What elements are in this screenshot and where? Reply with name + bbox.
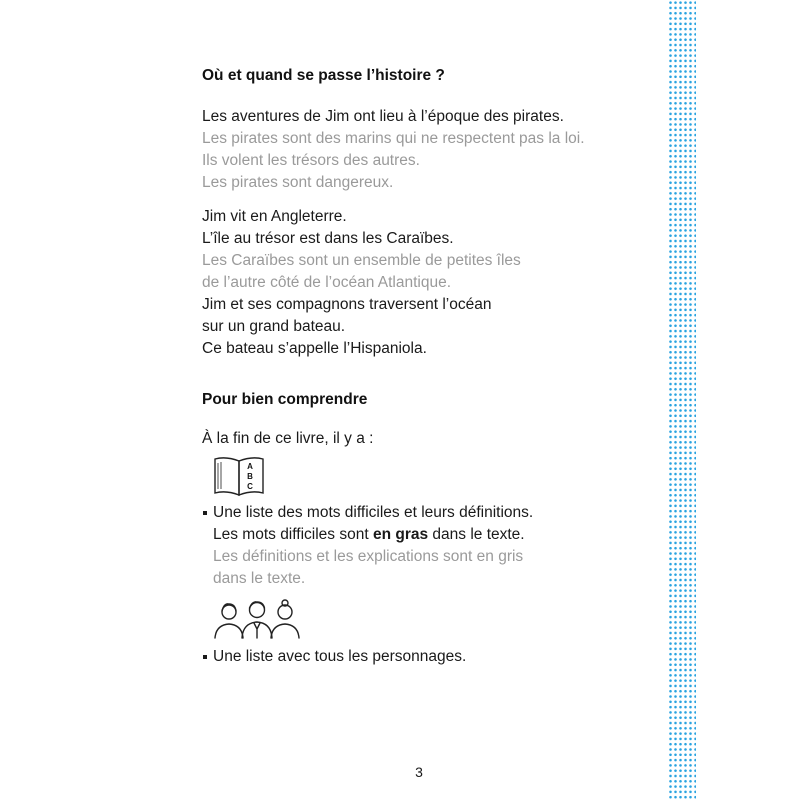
characters-group-icon	[212, 598, 304, 640]
text-fragment: Les mots difficiles sont	[213, 526, 373, 543]
bullet-item-glossary	[202, 502, 533, 590]
definition-line: Ils volent les trésors des autres.	[202, 152, 420, 169]
text-line: L’île au trésor est dans les Caraïbes.	[202, 230, 454, 247]
paragraph-setting	[202, 206, 521, 360]
page-number: 3	[415, 764, 423, 780]
paragraph-intro	[202, 428, 373, 450]
intro-line: À la fin de ce livre, il y a :	[202, 430, 374, 447]
text-line: Ce bateau s’appelle l’Hispaniola.	[202, 340, 427, 357]
bullet-item-characters	[202, 646, 466, 668]
definition-line: Les Caraïbes sont un ensemble de petites îles	[202, 252, 521, 269]
bullet-line: Une liste avec tous les personnages.	[202, 646, 466, 668]
definition-line: dans le texte.	[213, 570, 306, 587]
book-letter-c: C	[247, 482, 253, 491]
text-line: Jim et ses compagnons traversent l’océan	[202, 296, 492, 313]
section-heading-where-when: Où et quand se passe l’histoire ?	[202, 67, 445, 84]
text-line: Les aventures de Jim ont lieu à l’époque des pirates.	[202, 108, 564, 125]
definition-line: Les pirates sont des marins qui ne respectent pas la loi.	[202, 130, 585, 147]
bold-example-text: en gras	[372, 526, 429, 543]
book-letter-b: B	[247, 472, 253, 481]
bullet-line	[202, 524, 533, 546]
definition-line: Les définitions et les explications sont en gris	[213, 548, 524, 565]
definition-line: de l’autre côté de l’océan Atlantique.	[202, 274, 452, 291]
text-line: sur un grand bateau.	[202, 318, 346, 335]
definition-line: Les pirates sont dangereux.	[202, 174, 394, 191]
bullet-line: Une liste des mots difficiles et leurs définitions.	[202, 502, 533, 524]
text-line: Jim vit en Angleterre.	[202, 208, 347, 225]
page-edge-dot-pattern	[668, 0, 696, 800]
section-heading-understanding: Pour bien comprendre	[202, 391, 368, 408]
open-book-abc-icon	[212, 452, 268, 498]
paragraph-pirates	[202, 106, 585, 194]
book-letter-a: A	[247, 462, 253, 471]
text-fragment: dans le texte.	[428, 526, 525, 543]
